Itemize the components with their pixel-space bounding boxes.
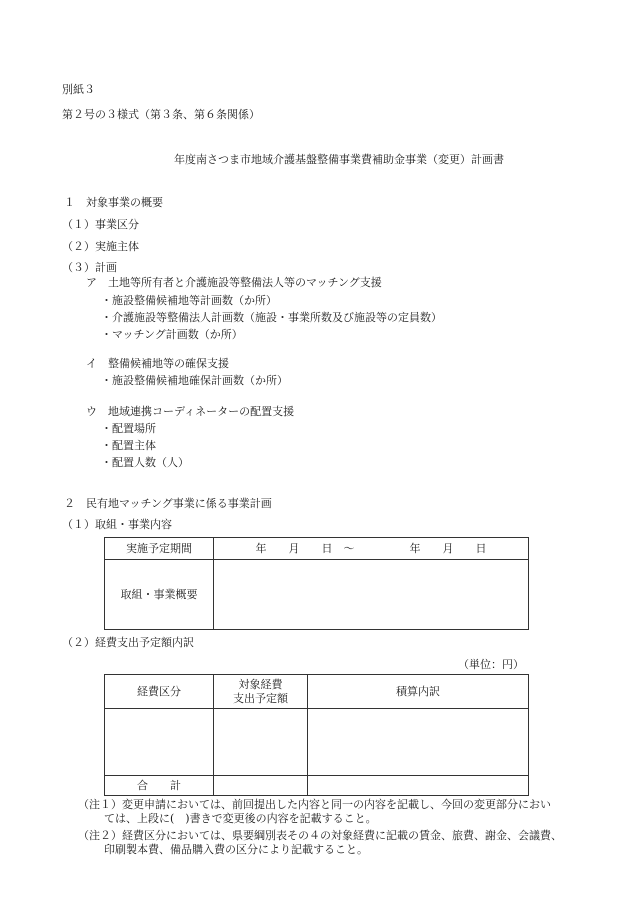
plan-u-bullet: ・配置人数（人）	[101, 456, 189, 469]
plan-u-label: ウ 地域連携コーディネーターの配置支援	[86, 405, 295, 418]
expense-cell	[214, 709, 308, 776]
note-2-line-2: 印刷製本費、備品購入費の区分により記載すること。	[104, 843, 368, 856]
plan-u-bullet: ・配置場所	[101, 422, 156, 435]
document-title: 年度南さつま市地域介護基盤整備事業費補助金事業（変更）計画書	[174, 153, 504, 166]
expense-total-label: 合 計	[105, 776, 214, 796]
plan-a-bullet: ・施設整備候補地等計画数（か所）	[101, 294, 277, 307]
unit-label: （単位：円）	[458, 658, 524, 671]
plan-a-label: ア 土地等所有者と介護施設等整備法人等のマッチング支援	[86, 276, 382, 289]
period-label: 実施予定期間	[105, 538, 214, 560]
section2-heading: ２ 民有地マッチング事業に係る事業計画	[64, 497, 272, 510]
plan-u-bullet: ・配置主体	[101, 439, 156, 452]
period-value: 年 月 日 ～ 年 月 日	[214, 538, 529, 560]
plan-i-bullet: ・施設整備候補地確保計画数（か所）	[101, 374, 288, 387]
expense-col-amount-line2: 支出予定額	[233, 691, 288, 705]
section1-item-1: （１）事業区分	[62, 218, 139, 231]
plan-a-bullet: ・介護施設等整備法人計画数（施設・事業所数及び施設等の定員数）	[101, 311, 442, 324]
expense-table	[104, 674, 529, 796]
expense-total-breakdown	[308, 776, 529, 796]
expense-total-amount	[214, 776, 308, 796]
note-1-line-2: ては、上段に( )書きで変更後の内容を記載すること。	[104, 812, 377, 825]
attachment-label: 別紙３	[62, 83, 95, 96]
expense-col-breakdown: 積算内訳	[308, 675, 529, 709]
expense-col-category: 経費区分	[105, 675, 214, 709]
expense-col-amount	[214, 675, 308, 709]
form-number: 第２号の３様式（第３条、第６条関係）	[62, 108, 260, 121]
section2-sub-2: （２）経費支出予定額内訳	[62, 636, 194, 649]
summary-label: 取組・事業概要	[105, 560, 214, 630]
section1-item-2: （２）実施主体	[62, 240, 139, 253]
plan-i-label: イ 整備候補地等の確保支援	[86, 357, 229, 370]
expense-cell	[105, 709, 214, 776]
expense-cell	[308, 709, 529, 776]
expense-col-amount-line1: 対象経費	[238, 677, 283, 691]
note-1-line-1: （注１）変更申請においては、前回提出した内容と同一の内容を記載し、今回の変更部分におい	[78, 798, 551, 811]
activity-table	[104, 537, 529, 630]
section1-heading: １ 対象事業の概要	[64, 196, 163, 209]
plan-a-bullet: ・マッチング計画数（か所）	[101, 328, 243, 341]
section1-item-3: （３）計画	[62, 261, 117, 274]
summary-value	[214, 560, 529, 630]
section2-sub-1: （１）取組・事業内容	[62, 518, 172, 531]
note-2-line-1: （注２）経費区分においては、県要綱別表その４の対象経費に記載の賃金、旅費、謝金、会議費、	[78, 829, 562, 842]
